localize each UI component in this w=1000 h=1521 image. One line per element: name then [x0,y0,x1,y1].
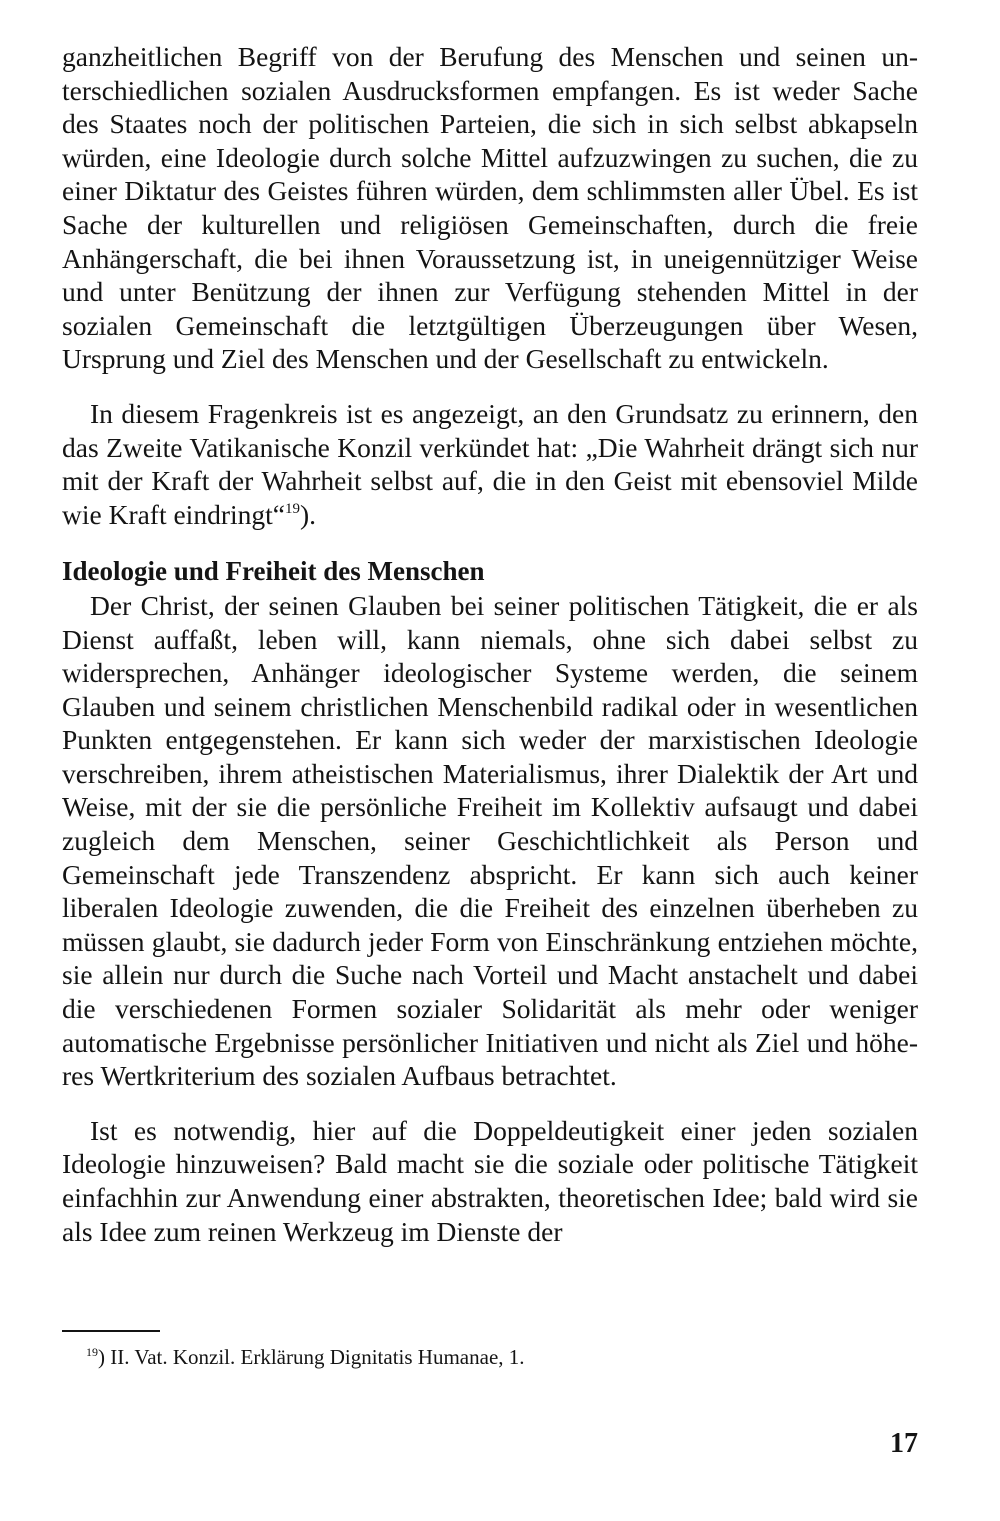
footnote [86,1344,525,1370]
paragraph-4: Ist es notwendig, hier auf die Doppeldeutigkeit einer jeden sozialen Ideologie hinzuweisen? Bald macht sie die soziale oder politische Tätigkeit einfachhin zur Anwendung einer abstrakten, theoretischen Idee; bald wird sie als Idee zum reinen Werkzeug im Dienste der [62,1114,918,1247]
section-heading: Ideologie und Freiheit des Menschen [62,556,485,587]
paragraph-2-text: In diesem Fragenkreis ist es angezeigt, an den Grundsatz zu erinnern, den das Zweite Vatikanische Konzil verkündet hat: „Die Wahrheit drängt sich nur mit der Kraft der Wahrheit selbst auf, die in den Geist mit ebensoviel Milde wie Kraft eindringt“ [62,397,918,530]
footnote-marker: 19 [86,1345,98,1359]
paragraph-2 [62,397,918,531]
page-body [62,40,918,1248]
footnote-reference[interactable]: 19 [284,500,300,517]
footnote-text: ) II. Vat. Konzil. Erklärung Dignitatis Humanae, 1. [98,1345,525,1369]
paragraph-3: Der Christ, der seinen Glauben bei seiner politischen Tätigkeit, die er als Dienst auffaßt, leben will, kann niemals, ohne sich dabei selbst zu widersprechen, Anhänger ideologischer Systeme werden, die seinem Glauben und seinem christlichen Menschenbild radikal oder in wesentlichen Punkten entgegenstehen. Er kann sich weder der marxistischen Ideologie verschreiben, ihrem atheistischen Materialismus, ihrer Dialektik der Art und Weise, mit der sie die persönliche Freiheit im Kollektiv aufsaugt und dabei zugleich dem Menschen, seiner Geschichtlichkeit als Person und Gemeinschaft jede Transzendenz abspricht. Er kann sich auch keiner liberalen Ideologie zuwenden, die die Freiheit des einzelnen überheben zu müssen glaubt, sie dadurch jeder Form von Einschränkung entziehen möchte, sie allein nur durch die Suche nach Vorteil und Macht anstachelt und dabei die verschiedenen Formen sozialer Solidarität als mehr oder weniger automatische Ergebnisse persönlicher Initiativen und nicht als Ziel und höheres Wertkriterium des sozialen Aufbaus betrachtet. [62,589,918,1092]
paragraph-1: ganzheitlichen Begriff von der Berufung des Menschen und seinen unterschiedlichen sozialen Ausdrucksformen empfangen. Es ist weder Sache des Staates noch der politischen Parteien, die sich in sich selbst abkapseln würden, eine Ideologie durch solche Mittel aufzuzwingen zu suchen, die zu einer Diktatur des Geistes führen würden, dem schlimmsten aller Übel. Es ist Sache der kulturellen und religiösen Gemeinschaften, durch die freie Anhängerschaft, die bei ihnen Voraussetzung ist, in uneigennütziger Weise und unter Benützung der ihnen zur Verfügung stehenden Mittel in der sozialen Gemeinschaft die letztgültigen Überzeugungen über Wesen, Ursprung und Ziel des Menschen und der Gesellschaft zu entwickeln. [62,41,918,375]
footnote-divider [62,1330,160,1332]
paragraph-2-tail: ). [299,498,317,530]
page-number: 17 [890,1428,918,1459]
